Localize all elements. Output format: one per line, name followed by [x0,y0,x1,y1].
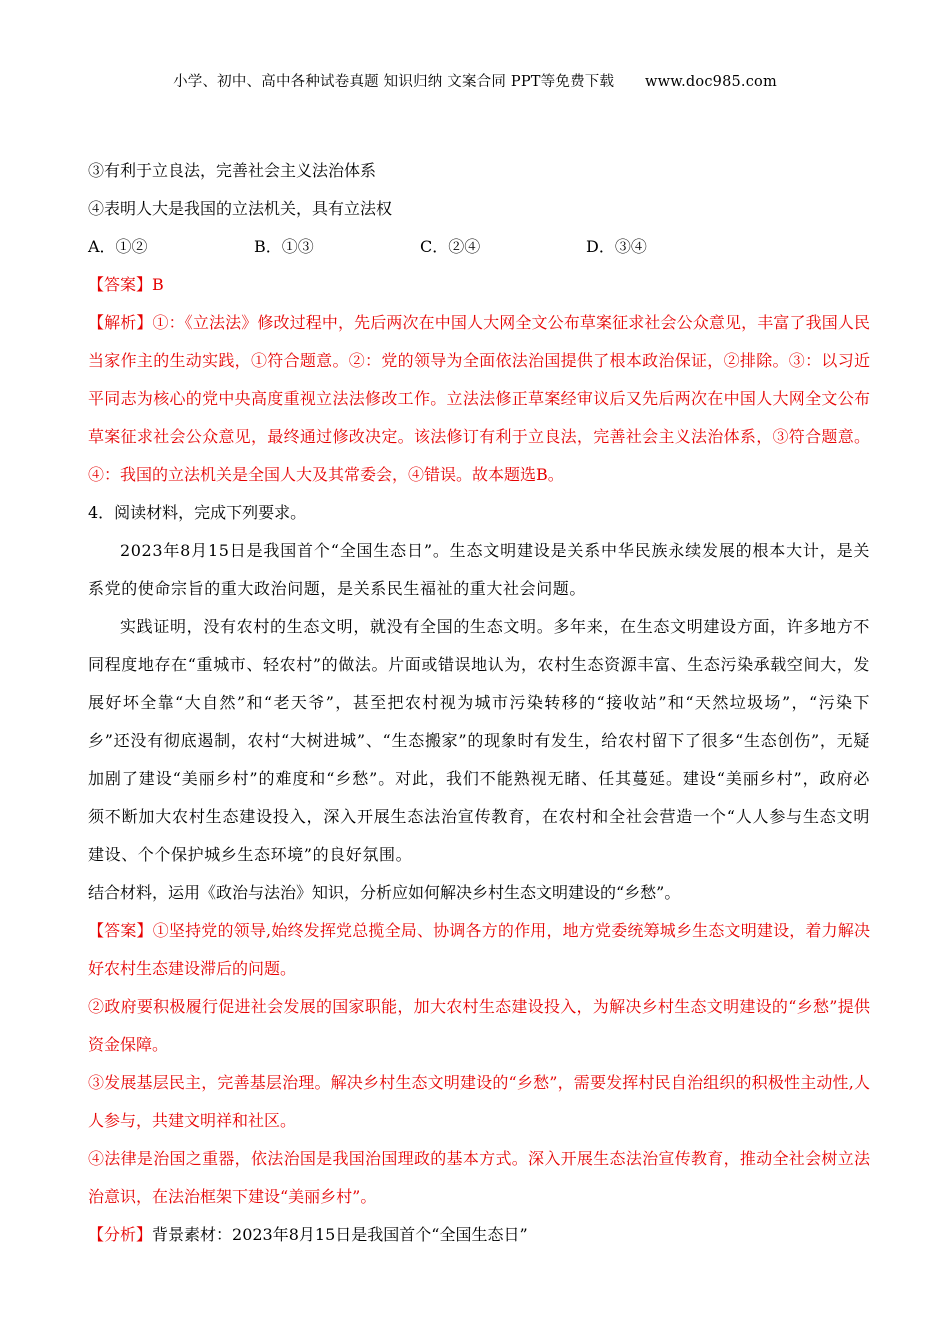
option-b: B．①③ [254,237,314,256]
header-site: www.doc985.com [644,74,777,90]
q4-answer-4: ④法律是治国之重器，依法治国是我国治国理政的基本方式。深入开展生态法治宣传教育，推动全社会树立法治意识，在法治框架下建设“美丽乡村”。 [88,1149,870,1206]
q4-prompt: 结合材料，运用《政治与法治》知识，分析应如何解决乡村生态文明建设的“乡愁”。 [88,883,681,902]
q3-analysis: 【解析】①：《立法法》修改过程中，先后两次在中国人大网全文公布草案征求社会公众意见，丰富了我国人民当家作主的生动实践，①符合题意。②：党的领导为全面依法治国提供了根本政治保证，②排除。③：以习近平同志为核心的党中央高度重视立法法修改工作。立法法修正草案经审议后又先后两次在中国人大网全文公布草案征求社会公众意见，最终通过修改决定。该法修订有利于立良法，完善社会主义法治体系，③符合题意。④：我国的立法机关是全国人大及其常委会，④错误。故本题选B。 [88,313,870,484]
document-body [88,152,870,1254]
q3-options [88,228,870,266]
q4-analysis [88,1216,870,1254]
q4-analysis-label: 【分析】 [88,1225,153,1244]
option-c: C．②④ [420,237,481,256]
q4-material-para-1: 2023年8月15日是我国首个“全国生态日”。生态文明建设是关系中华民族永续发展的根本大计，是关系党的使命宗旨的重大政治问题，是关系民生福祉的重大社会问题。 [88,541,870,598]
q4-material-para-2: 实践证明，没有农村的生态文明，就没有全国的生态文明。多年来，在生态文明建设方面，许多地方不同程度地存在“重城市、轻农村”的做法。片面或错误地认为，农村生态资源丰富、生态污染承载空间大，发展好坏全靠“大自然”和“老天爷”，甚至把农村视为城市污染转移的“接收站”和“天然垃圾场”，“污染下乡”还没有彻底遏制，农村“大树进城”、“生态搬家”的现象时有发生，给农村留下了很多“生态创伤”，无疑加剧了建设“美丽乡村”的难度和“乡愁”。对此，我们不能熟视无睹、任其蔓延。建设“美丽乡村”，政府必须不断加大农村生态建设投入，深入开展生态法治宣传教育，在农村和全社会营造一个“人人参与生态文明建设、个个保护城乡生态环境”的良好氛围。 [88,617,870,864]
q4-answer-3: ③发展基层民主，完善基层治理。解决乡村生态文明建设的“乡愁”，需要发挥村民自治组织的积极性主动性,人人参与，共建文明祥和社区。 [88,1073,870,1130]
page-header [0,70,950,91]
q4-title: 4．阅读材料，完成下列要求。 [88,503,307,522]
header-text: 小学、初中、高中各种试卷真题 知识归纳 文案合同 PPT等免费下载 [173,74,615,90]
option-a: A．①② [88,237,148,256]
option-d: D．③④ [586,237,647,256]
q4-analysis-text: 背景素材：2023年8月15日是我国首个“全国生态日” [152,1225,528,1244]
q3-item-4: ④表明人大是我国的立法机关，具有立法权 [88,199,393,218]
q4-answer-1: 【答案】①坚持党的领导,始终发挥党总揽全局、协调各方的作用，地方党委统筹城乡生态文明建设，着力解决好农村生态建设滞后的问题。 [88,921,870,978]
q3-item-3: ③有利于立良法，完善社会主义法治体系 [88,161,377,180]
q3-answer: 【答案】B [88,275,164,294]
q4-answer-2: ②政府要积极履行促进社会发展的国家职能，加大农村生态建设投入，为解决乡村生态文明建设的“乡愁”提供资金保障。 [88,997,870,1054]
